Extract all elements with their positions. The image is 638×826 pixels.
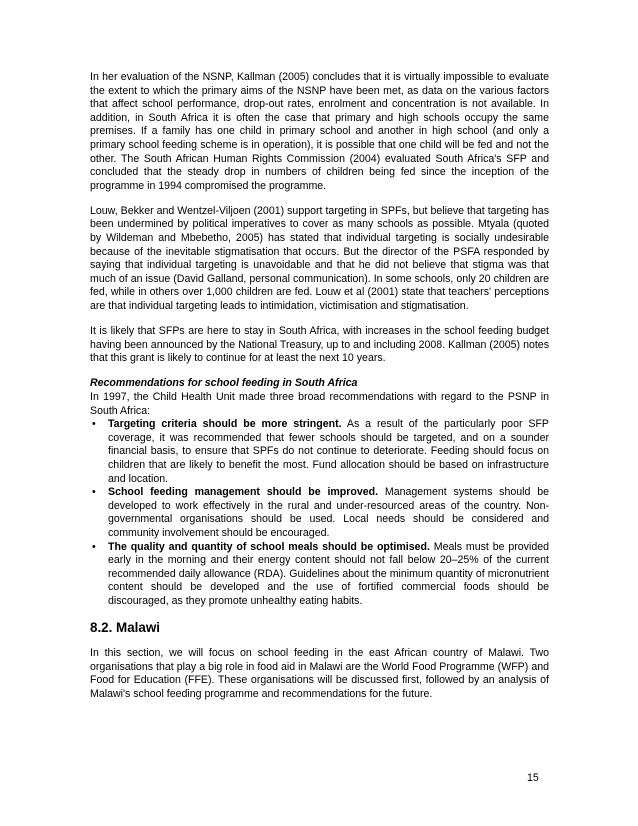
recommendations-intro: In 1997, the Child Health Unit made three broad recommendations with regard to the PSNP in South Africa: (90, 390, 549, 417)
recommendations-list (90, 418, 549, 608)
recommendation-lead: The quality and quantity of school meals should be optimised. (108, 540, 430, 553)
recommendation-item-quality (90, 541, 549, 609)
recommendation-item-targeting (90, 418, 549, 486)
paragraph-malawi-intro: In this section, we will focus on school feeding in the east African country of Malawi. Two organisations that play a big role in food aid in Malawi are the World Food Programme (WFP) and Food for Education (FFE). These organisations will be discussed first, followed by an analysis of Malawi's school feeding programme and recommendations for the future. (90, 646, 549, 700)
recommendation-text: Meals must be provided early in the morning and their energy content should not fall below 20–25% of the current recommended daily allowance (RDA). Guidelines about the minimum quantity of micronutrient content should be developed and the use of fortified commercial foods should be discouraged, as they promote unhealthy eating habits. (108, 540, 549, 607)
recommendation-item-management (90, 486, 549, 540)
paragraph-nsnp-evaluation: In her evaluation of the NSNP, Kallman (2005) concludes that it is virtually impossible to evaluate the extent to which the primary aims of the NSNP have been met, as data on the various factors that affect school performance, drop-out rates, enrolment and concentration is not available. In addition, in South Africa it is often the case that primary and high schools occupy the same premises. If a family has one child in primary school and another in high school (and only a primary school feeding scheme is in operation), it is possible that one child will be fed and not the other. The South African Human Rights Commission (2004) evaluated South Africa's SFP and concluded that the steady drop in numbers of children being fed since the inception of the programme in 1994 compromised the programme. (90, 71, 549, 192)
recommendation-text: As a result of the particularly poor SFP coverage, it was recommended that fewer schools should be targeted, and on a sounder financial basis, to ensure that SPFs do not continue to deteriorate. Feeding should focus on children that are likely to benefit the most. Fund allocation should be based on infrastructure and location. (108, 418, 549, 485)
recommendation-text: Management systems should be developed to work effectively in the rural and under-resourced areas of the country. Non-governmental organisations should be used. Local needs should be considered and community involvement should be encouraged. (108, 486, 549, 539)
paragraph-sfp-budget: It is likely that SFPs are here to stay in South Africa, with increases in the school feeding budget having been announced by the National Treasury, up to and including 2008. Kallman (2005) notes that this grant is likely to continue for at least the next 10 years. (90, 325, 549, 365)
document-page (90, 71, 549, 713)
page-number: 15 (527, 772, 539, 784)
section-heading-malawi: 8.2. Malawi (90, 619, 160, 635)
bullet-icon: • (92, 418, 96, 431)
bullet-icon: • (92, 540, 96, 553)
recommendation-lead: Targeting criteria should be more stringent. (108, 418, 342, 431)
bullet-icon: • (92, 486, 96, 499)
paragraph-targeting: Louw, Bekker and Wentzel-Viljoen (2001) support targeting in SPFs, but believe that targeting has been undermined by political imperatives to cover as many schools as possible. Mtyala (quoted by Wildeman and Mbebetho, 2005) has stated that individual targeting is socially undesirable because of the inevitable stigmatisation that occurs. But the director of the PSFA responded by saying that individual targeting is unavoidable and that he did not believe that stigma was that much of an issue (David Galland, personal communication). In some schools, only 20 children are fed, while in others over 1,000 children are fed. Louw et al (2001) state that teachers' perceptions are that individual targeting leads to intimidation, victimisation and stigmatisation. (90, 204, 549, 312)
recommendations-heading: Recommendations for school feeding in South Africa (90, 377, 358, 390)
recommendation-lead: School feeding management should be improved. (108, 486, 379, 499)
